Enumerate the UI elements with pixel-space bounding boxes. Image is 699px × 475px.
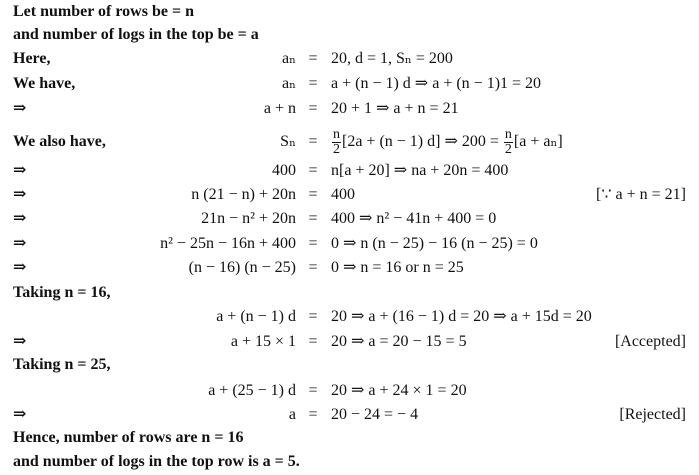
line-lhs: a + (25 − 1) d bbox=[208, 382, 296, 399]
line-rhs: 20 ⇒ a = 20 − 15 = 5 bbox=[331, 333, 467, 350]
line-lhs: aₙ bbox=[281, 50, 296, 67]
line-rhs: 400 ⇒ n² − 41n + 400 = 0 bbox=[331, 210, 497, 227]
line-lhs: a + n bbox=[263, 100, 296, 117]
line-rhs: 0 ⇒ n = 16 or n = 25 bbox=[331, 259, 464, 276]
line-rhs bbox=[331, 126, 563, 158]
conclusion-text: Hence, number of rows are n = 16 bbox=[13, 429, 244, 446]
line-10 bbox=[0, 233, 699, 255]
implies-arrow: ⇒ bbox=[13, 162, 27, 179]
equals-sign: = bbox=[308, 50, 318, 67]
line-label: Taking n = 25, bbox=[13, 356, 111, 373]
line-rhs: 20 ⇒ a + 24 × 1 = 20 bbox=[331, 382, 467, 399]
line-14 bbox=[0, 331, 699, 353]
implies-arrow: ⇒ bbox=[13, 333, 27, 350]
fraction bbox=[504, 128, 513, 157]
equals-sign: = bbox=[308, 210, 318, 227]
rhs-end: [a + aₙ] bbox=[513, 133, 563, 150]
fraction-denominator: 2 bbox=[504, 141, 512, 157]
line-17 bbox=[0, 404, 699, 426]
line-rhs: 20 − 24 = − 4 bbox=[331, 406, 419, 423]
line-lhs: aₙ bbox=[281, 75, 296, 92]
line-16 bbox=[0, 380, 699, 402]
line-label: Let number of rows be = n bbox=[13, 3, 194, 20]
equals-sign: = bbox=[308, 100, 318, 117]
line-19 bbox=[0, 451, 699, 473]
line-9 bbox=[0, 208, 699, 230]
line-label: We have, bbox=[13, 75, 76, 92]
line-rhs: 20 + 1 ⇒ a + n = 21 bbox=[331, 100, 459, 117]
line-18 bbox=[0, 427, 699, 449]
line-3 bbox=[0, 48, 699, 70]
fraction-numerator: n bbox=[333, 126, 340, 142]
line-1 bbox=[0, 1, 699, 23]
line-lhs: 400 bbox=[272, 162, 296, 179]
fraction bbox=[332, 128, 341, 157]
line-7 bbox=[0, 160, 699, 182]
line-rhs: 0 ⇒ n (n − 25) − 16 (n − 25) = 0 bbox=[331, 235, 538, 252]
line-label: We also have, bbox=[13, 133, 106, 150]
equals-sign: = bbox=[308, 308, 318, 325]
line-lhs: n² − 25n − 16n + 400 bbox=[160, 235, 296, 252]
fraction-denominator: 2 bbox=[333, 141, 340, 157]
implies-arrow: ⇒ bbox=[13, 406, 27, 423]
line-rhs: 20 ⇒ a + (16 − 1) d = 20 ⇒ a + 15d = 20 bbox=[331, 308, 592, 325]
implies-arrow: ⇒ bbox=[13, 186, 27, 203]
line-lhs: n (21 − n) + 20n bbox=[191, 186, 296, 203]
line-lhs: a + 15 × 1 bbox=[230, 333, 296, 350]
line-4 bbox=[0, 73, 699, 95]
line-11 bbox=[0, 257, 699, 279]
line-5 bbox=[0, 98, 699, 120]
line-rhs: 20, d = 1, Sₙ = 200 bbox=[331, 50, 453, 67]
line-lhs: Sₙ bbox=[280, 133, 296, 150]
implies-arrow: ⇒ bbox=[13, 259, 27, 276]
line-13 bbox=[0, 306, 699, 328]
equals-sign: = bbox=[308, 333, 318, 350]
equals-sign: = bbox=[308, 162, 318, 179]
equals-sign: = bbox=[308, 75, 318, 92]
line-rhs: 400 bbox=[331, 186, 355, 203]
line-6 bbox=[0, 126, 699, 158]
equals-sign: = bbox=[308, 235, 318, 252]
implies-arrow: ⇒ bbox=[13, 235, 27, 252]
reason-note: [∵ a + n = 21] bbox=[596, 186, 686, 203]
line-label: Here, bbox=[13, 50, 51, 67]
equals-sign: = bbox=[308, 186, 318, 203]
line-lhs: (n − 16) (n − 25) bbox=[188, 259, 296, 276]
rejected-note: [Rejected] bbox=[619, 406, 686, 423]
fraction-numerator: n bbox=[504, 126, 512, 142]
equals-sign: = bbox=[308, 259, 318, 276]
equals-sign: = bbox=[308, 133, 318, 150]
conclusion-text: and number of logs in the top row is a = 5. bbox=[13, 453, 300, 470]
implies-arrow: ⇒ bbox=[13, 100, 27, 117]
line-label: and number of logs in the top be = a bbox=[13, 26, 259, 43]
line-rhs: n[a + 20] ⇒ na + 20n = 400 bbox=[331, 162, 509, 179]
line-lhs: 21n − n² + 20n bbox=[201, 210, 296, 227]
line-lhs: a + (n − 1) d bbox=[216, 308, 296, 325]
line-8 bbox=[0, 184, 699, 206]
line-lhs: a bbox=[288, 406, 296, 423]
line-15 bbox=[0, 354, 699, 376]
line-rhs: a + (n − 1) d ⇒ a + (n − 1)1 = 20 bbox=[331, 75, 542, 92]
equals-sign: = bbox=[308, 382, 318, 399]
equals-sign: = bbox=[308, 406, 318, 423]
line-2 bbox=[0, 24, 699, 46]
rhs-middle: [2a + (n − 1) d] ⇒ 200 = bbox=[342, 133, 499, 150]
line-label: Taking n = 16, bbox=[13, 284, 111, 301]
accepted-note: [Accepted] bbox=[614, 333, 686, 350]
implies-arrow: ⇒ bbox=[13, 210, 27, 227]
line-12 bbox=[0, 282, 699, 304]
